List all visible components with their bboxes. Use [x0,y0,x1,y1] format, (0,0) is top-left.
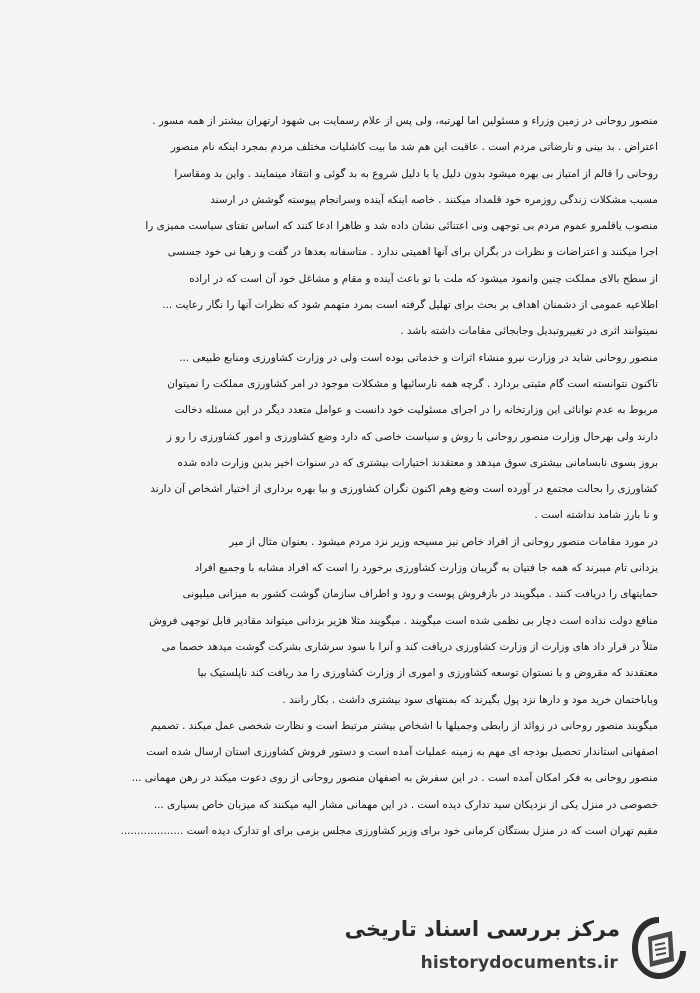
text-line: در مورد مقامات منصور روحانی از افراد خاص نیز مسیحه وزیر نزد مردم میشود . بعنوان مثال از میر [229,535,658,548]
text-line: از سطح بالای مملکت چنین وانمود میشود که ملت با تو باعث آینده و مقام و مشاغل خود آن است که در اراده [189,272,658,285]
text-line: و نا بارز شامد نداشته است . [534,509,658,522]
text-line: بروز بسوی نابسامانی بیشتری سوق میدهد و معتقدند اختیارات بیشتری که در سنوات اخیر بدین وزارت داده شده [177,456,658,469]
paragraph [52,345,658,529]
text-line: مقیم تهران است که در منزل بستگان کرمانی خود برای وزیر کشاورزی مجلس بزمی برای او تدارک دیده است ................... [120,825,658,838]
archive-logo-icon [628,913,690,983]
text-line: مثلاً در قرار داد های وزارت از وزارت کشاورزی دریافت کند و آنرا با سود سرشاری بشرکت گوشت میدهد خصما می [161,640,658,653]
text-line: مسبب مشکلات زندگی روزمره خود قلمداد میکنند . خاصه اینکه آینده وسرانجام پیوسته گوشش در ارسند [210,193,658,206]
text-line: اعتراض . بد بینی و نارضاتی مردم است . عاقبت این هم شد ما بیت کاشلیات مختلف مردم بمجرد اینکه نام منصور [170,141,658,154]
archive-watermark [344,913,690,985]
text-line: اطلاعیه عمومی از دشمنان اهداف بر بحث برای تهلیل گرفته است بمرد متهمم شود که نظرات آنها را نگار رعایت ... [162,299,658,312]
text-line: دارند ولی بهرحال وزارت منصور روحانی با روش و سیاست خاصی که دارد وضع کشاورزی و امور کشاورزی را رو ز [166,430,658,443]
paragraph [52,713,658,844]
text-line: اصفهانی استاندار تحصیل بودجه ای مهم به زمینه عملیات آمده است و دستور فروش کشاورزی استان ارسال شده است [146,746,658,759]
document-body [52,108,658,844]
text-line: معتقدند که مقروض و با نستوان توسعه کشاورزی و اموری از وزارت کشاورزی را مد ریافت کند ناپلستیک بیا [197,667,658,680]
text-line: کشاورزی را بحالت مجتمع در آورده است وضع وهم اکنون نگران کشاورزی و بیا بهره برداری از اختیار اشخاص آن دارند [150,483,658,496]
paragraph [52,108,658,345]
text-line: وباباختمان خرید مود و دارها نزد پول بگیرند که بمنتهای سود بیشتری داشت . بکار رانند . [282,693,658,706]
text-line: منصور روحانی شاید در وزارت نیرو منشاء اثرات و خدماتی بوده است ولی در وزارت کشاورزی ومنابع طبیعی ... [179,351,658,364]
text-line: خصوصی در منزل یکی از نزدیکان سید تدارک دیده است . در این مهمانی مشار الیه میکنند که میزبان خاص بسیاری ... [153,798,658,811]
text-line: منصور روحانی در زمین وزراء و مسئولین اما لهرتبه، ولی پس از علام رسمایت بی شهود ارتهران بیشتر از همه مسور . [152,115,658,127]
text-line: نمیتوانند اثری در تغییروتبدیل وجابجائی مقامات داشته باشد . [400,325,658,338]
text-line: اجرا میکنند و اعتراضات و نظرات در بگران برای آنها اهمیتی ندارد . متاسفانه بعدها در گفت و رهبا نی خود جسسی [167,246,658,259]
text-line: منصوب یاقلمرو عموم مردم بی توجهی ونی اعتنائی نشان داده شد و ظاهرا ادعا کنند که اساس تفتای سیاست ممیزی را [145,220,658,233]
archive-url: historydocuments.ir [420,953,618,973]
text-line: منافع دولت نداده است دچار بی نظمی شده است میگویند . میگویند مثلا هژیر بزدانی میتواند مقادیر قابل توجهی فروش [149,614,658,627]
archive-name: مرکز بررسی اسناد تاریخی [344,917,620,941]
text-line: تاکنون نتوانسته است گام مثبتی بردارد . گرچه همه نارسائیها و مشکلات موجود در امر کشاورزی مملکت را نمیتوان [167,377,658,390]
text-line: میگویند منصور روحانی در زوائد از رابطی وجمیلها با اشخاص بیشتر مرتبط است و نظارت شخصی عمل میکند . تصمیم [150,719,658,732]
paragraph [52,529,658,713]
text-line: حمایتهای را دریافت کنند . میگویند در بازفروش پوست و رود و اطراف سازمان گوشت کشور به میزانی میلیونی [182,588,658,601]
text-line: مربوط به عدم توانائی این وزارتخانه را در اجرای مسئولیت خود دانست و عوامل متعدد دیگر در این مسئله دخالت [174,404,658,417]
text-line: یزدانی تام میبرند که همه جا فتیان به گریبان وزارت کشاورزی برخورد را است که افراد مشابه با وجمیع افراد [194,562,658,575]
text-line: روحانی را قالم از امتیاز بی بهره میشود بدون دلیل یا با دلیل شروع به بد گوئی و انتقاد مینمایند . واین بد ومقاسرا [174,167,658,180]
text-line: منصور روحانی به فکر امکان آمده است . در این سفرش به اصفهان منصور روحانی از روی دعوت میکند در رهن مهمانی ... [131,772,658,785]
